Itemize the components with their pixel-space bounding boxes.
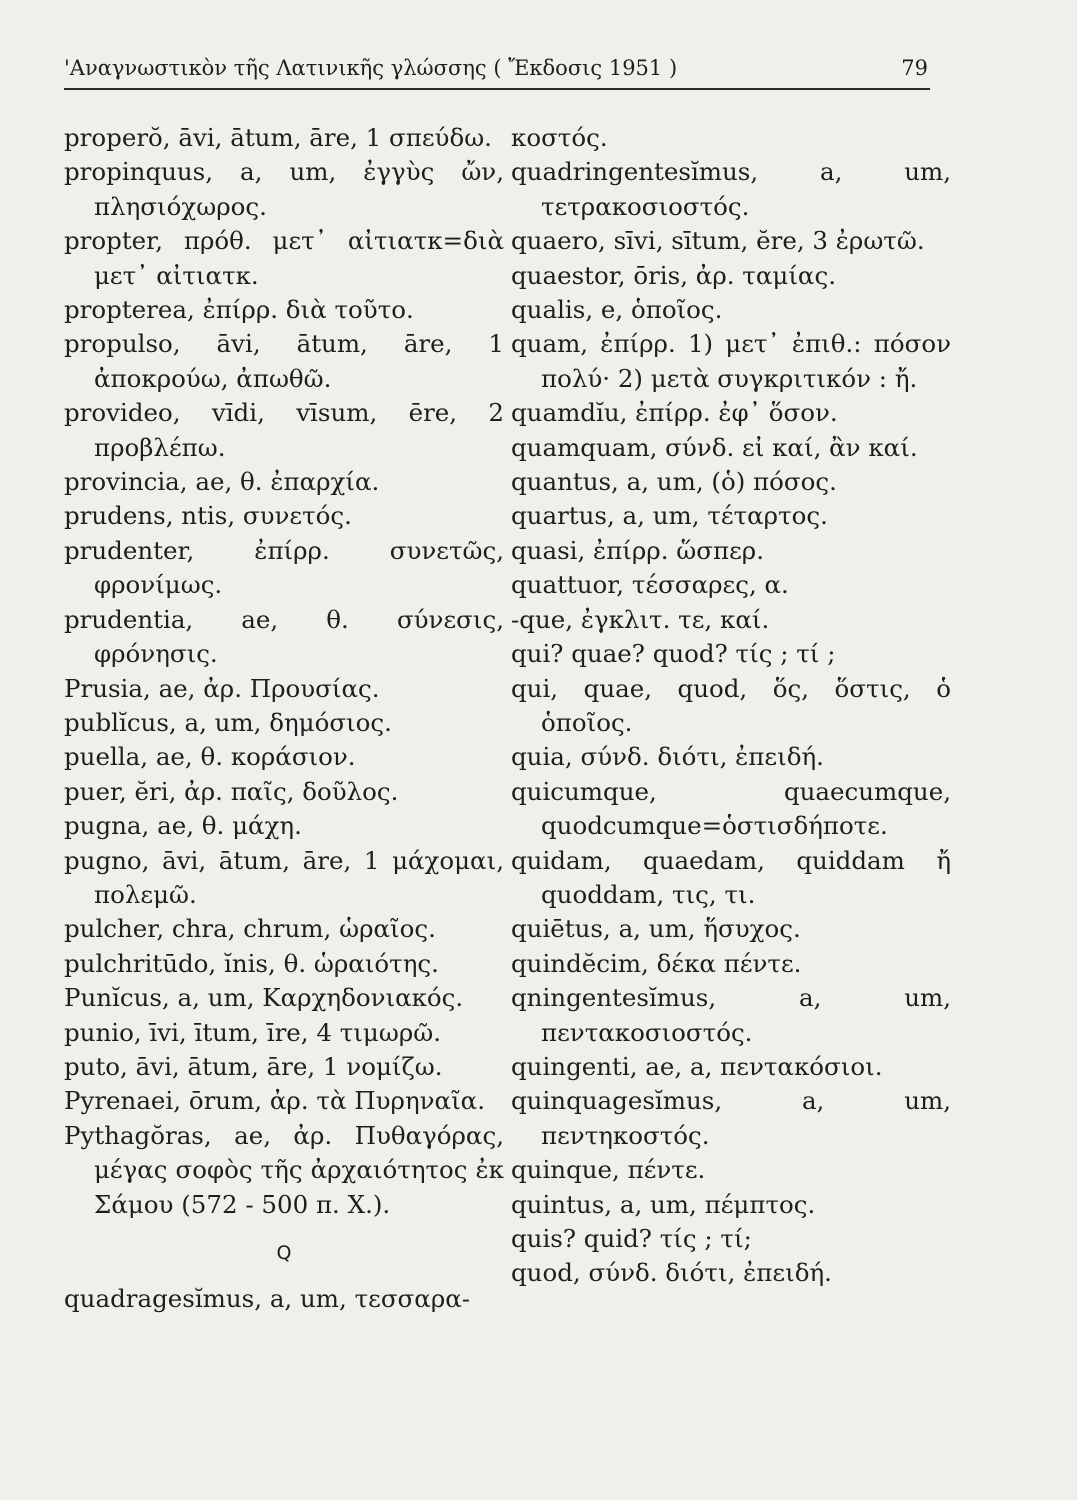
dictionary-entry: quam, ἐπίρρ. 1) μετ᾽ ἐπιθ.: πόσον πολύ· 2) μετὰ συγκριτικόν : ἤ. — [511, 329, 951, 393]
dictionary-entry: quasi, ἐπίρρ. ὥσπερ. — [511, 535, 764, 565]
dictionary-entry: properŏ, āvi, ātum, āre, 1 σπεύδω. — [64, 123, 492, 152]
dictionary-entry: puer, ĕri, ἀρ. παῖς, δοῦλος. — [64, 776, 399, 806]
dictionary-entry: quinquagesĭmus, a, um, πεντηκοστός. — [511, 1086, 951, 1150]
right-column — [511, 121, 951, 1291]
dictionary-entry: publĭcus, a, um, δημόσιος. — [64, 707, 392, 737]
dictionary-entry: propter, πρόθ. μετ᾽ αἰτιατκ=διὰ μετ᾽ αἰτιατκ. — [64, 226, 504, 290]
dictionary-entry: quaestor, ōris, ἀρ. ταμίας. — [511, 260, 836, 290]
dictionary-entry: quinque, πέντε. — [511, 1155, 706, 1185]
dictionary-entry: Prusia, ae, ἀρ. Προυσίας. — [64, 673, 380, 703]
dictionary-entry: qningentesĭmus, a, um, πεντακοσιοστός. — [511, 983, 951, 1047]
dictionary-entry: pugna, ae, θ. μάχη. — [64, 811, 302, 841]
dictionary-entry: -que, ἐγκλιτ. τε, καί. — [511, 604, 770, 634]
dictionary-entry: quadragesĭmus, a, um, τεσσαρα- — [64, 1284, 471, 1313]
dictionary-entry: puto, āvi, ātum, āre, 1 νομίζω. — [64, 1051, 443, 1081]
dictionary-entry: prudentia, ae, θ. σύνεσις, φρόνησις. — [64, 604, 504, 669]
page-header — [64, 52, 930, 90]
dictionary-entry: quintus, a, um, πέμπτος. — [511, 1189, 816, 1219]
dictionary-entry: Pythagŏras, ae, ἀρ. Πυθαγόρας, μέγας σοφὸς τῆς ἀρχαιότητος ἐκ Σάμου (572 - 500 π. Χ.). — [64, 1120, 504, 1219]
dictionary-entry: quis? quid? τίς ; τί; — [511, 1224, 752, 1253]
page-number: 79 — [901, 56, 928, 80]
dictionary-entry: Pyrenaei, ōrum, ἀρ. τὰ Πυρηναῖα. — [64, 1086, 486, 1116]
dictionary-entry: quiētus, a, um, ἥσυχος. — [511, 914, 801, 944]
dictionary-entry: qui? quae? quod? τίς ; τί ; — [511, 639, 836, 669]
section-letter: Q — [276, 1242, 292, 1264]
dictionary-entry: quidam, quaedam, quiddam ἤ quoddam, τις, τι. — [511, 845, 951, 909]
dictionary-entry: pulchritūdo, ĭnis, θ. ὡραιότης. — [64, 948, 439, 978]
dictionary-entry: quod, σύνδ. διότι, ἐπειδή. — [511, 1258, 832, 1288]
dictionary-entry: prudenter, ἐπίρρ. συνετῶς, φρονίμως. — [64, 535, 504, 600]
dictionary-entry: quingenti, ae, a, πεντακόσιοι. — [511, 1051, 883, 1081]
dictionary-entry: propterea, ἐπίρρ. διὰ τοῦτο. — [64, 295, 414, 325]
dictionary-entry: provideo, vīdi, vīsum, ēre, 2 προβλέπω. — [64, 398, 504, 462]
dictionary-entry: puella, ae, θ. κοράσιον. — [64, 742, 356, 772]
left-column — [64, 121, 504, 1316]
dictionary-entry: quaero, sīvi, sītum, ĕre, 3 ἐρωτῶ. — [511, 226, 925, 256]
dictionary-entry: quicumque, quaecumque, quodcumque=ὁστισδήποτε. — [511, 776, 951, 841]
dictionary-entry: quamquam, σύνδ. εἰ καί, ἂν καί. — [511, 432, 918, 462]
entry-continuation: κοστός. — [511, 123, 608, 152]
dictionary-entry: pugno, āvi, ātum, āre, 1 μάχομαι, πολεμῶ. — [64, 845, 504, 909]
dictionary-entry: qualis, e, ὁποῖος. — [511, 295, 723, 325]
dictionary-entry: prudens, ntis, συνετός. — [64, 501, 352, 531]
dictionary-entry: pulcher, chra, chrum, ὡραῖος. — [64, 914, 436, 944]
dictionary-entry: provincia, ae, θ. ἐπαρχία. — [64, 467, 380, 497]
dictionary-entry: quartus, a, um, τέταρτος. — [511, 501, 828, 531]
dictionary-entry: quindĕcim, δέκα πέντε. — [511, 948, 802, 978]
dictionary-entry: propinquus, a, um, ἐγγὺς ὤν, πλησιόχωρος. — [64, 157, 504, 221]
running-title: 'Αναγνωστικὸν τῆς Λατινικῆς γλώσσης ( Ἔκδοσις 1951 ) — [64, 56, 678, 80]
dictionary-entry: Punĭcus, a, um, Καρχηδονιακός. — [64, 983, 464, 1013]
dictionary-entry: propulso, āvi, ātum, āre, 1 ἀποκρούω, ἀπωθῶ. — [64, 329, 504, 393]
dictionary-entry: quattuor, τέσσαρες, α. — [511, 570, 789, 600]
dictionary-entry: quadringentesĭmus, a, um, τετρακοσιοστός. — [511, 157, 951, 221]
dictionary-entry: quamdĭu, ἐπίρρ. ἐφ᾽ ὅσον. — [511, 398, 838, 428]
dictionary-entry: qui, quae, quod, ὅς, ὅστις, ὁ ὁποῖος. — [511, 673, 951, 737]
dictionary-entry: quia, σύνδ. διότι, ἐπειδή. — [511, 742, 824, 772]
dictionary-entry: quantus, a, um, (ὁ) πόσος. — [511, 467, 837, 497]
dictionary-entry: punio, īvi, ītum, īre, 4 τιμωρῶ. — [64, 1017, 441, 1047]
